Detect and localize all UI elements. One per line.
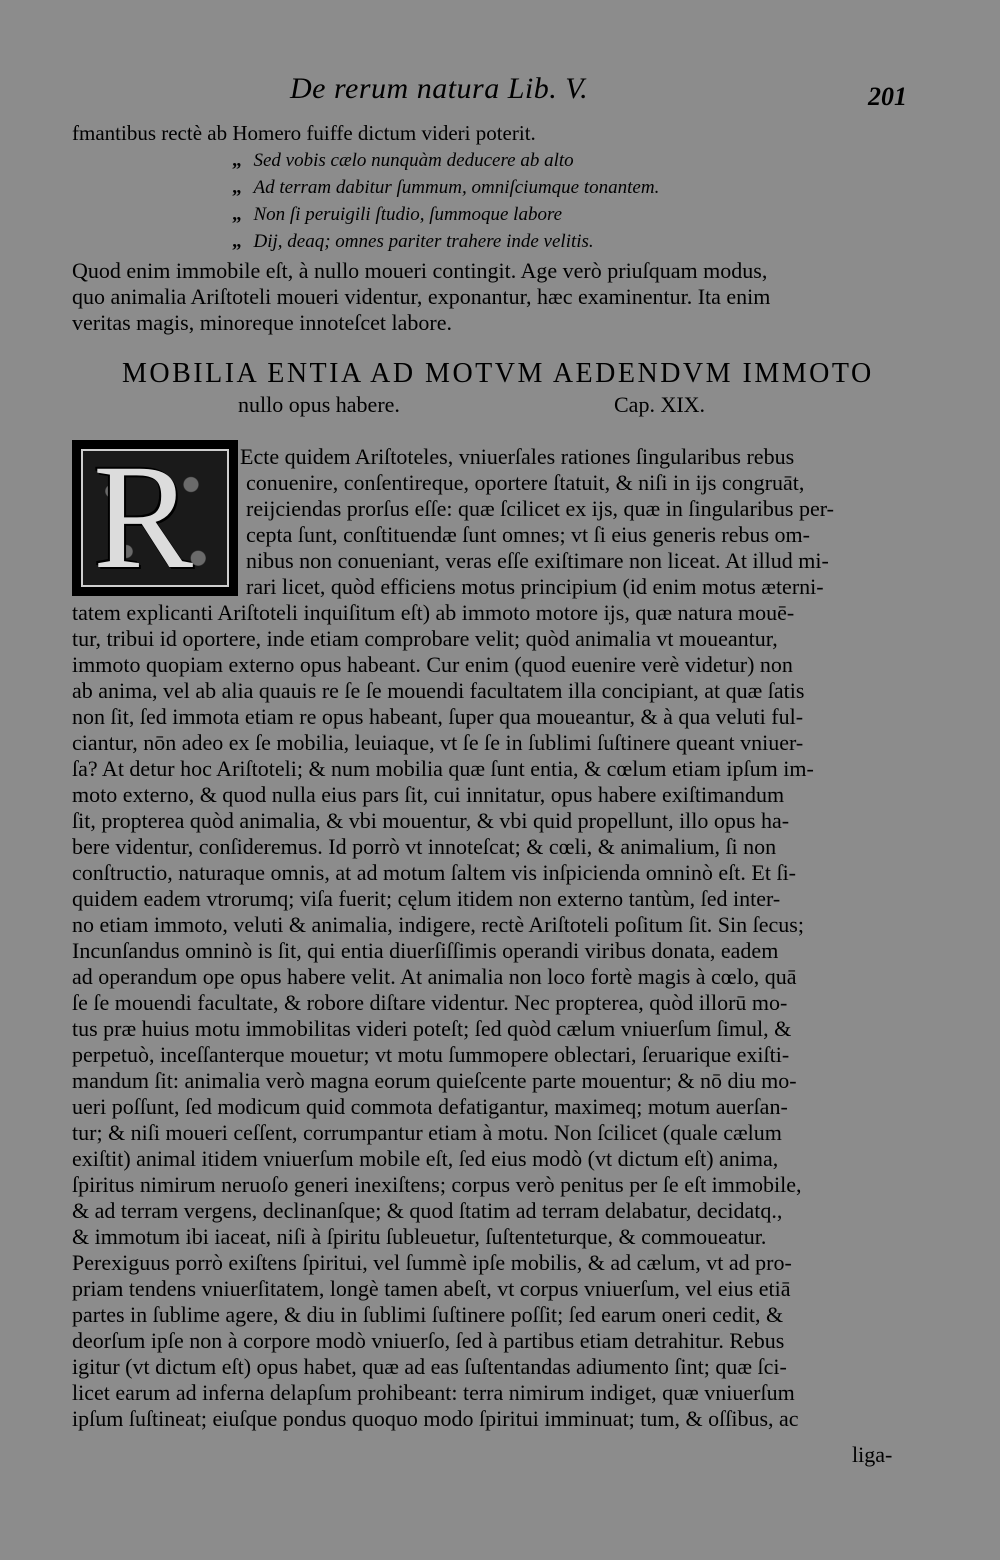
paragraph-line: tur; & niſi moueri ceſſent, corrumpantur etiam à motu. Non ſcilicet (quale cælum [72, 1120, 782, 1145]
paragraph-line: rari licet, quòd efficiens motus principium (id enim motus æterni- [246, 574, 824, 599]
paragraph-line: conſtructio, naturaque omnis, at ad motum ſaltem vis inſpicienda omninò eſt. Et ſi- [72, 860, 797, 885]
paragraph-line: Perexiguus porrò exiſtens ſpiritui, vel ſummè ipſe mobilis, & ad cælum, vt ad pro- [72, 1250, 792, 1275]
quote-mark: „ [232, 231, 242, 252]
paragraph-line: ipſum ſuſtineat; eiuſque pondus quoquo modo ſpiritui imminuat; tum, & oſſibus, ac [72, 1406, 799, 1431]
paragraph-line: ciantur, nōn adeo ex ſe mobilia, leuiaque, vt ſe ſe in ſublimi ſuſtinere queant vniuer- [72, 730, 804, 755]
paragraph-line: ueri poſſunt, ſed modicum quid commota defatigantur, maximeq; motum auerſan- [72, 1094, 788, 1119]
paragraph-line: immoto quopiam externo opus habeant. Cur enim (quod euenire verè videtur) non [72, 652, 793, 677]
paragraph-line: perpetuò, inceſſanterque mouetur; vt motu ſummopere oblectari, ſeruarique exiſti- [72, 1042, 790, 1067]
paragraph-line: licet earum ad inferna delapſum prohibeant: terra nimirum indiget, quæ vniuerſum [72, 1380, 795, 1405]
paragraph-line: veritas magis, minoreque innoteſcet labore. [72, 310, 452, 335]
paragraph-line: ſe ſe mouendi facultate, & robore diſtare videntur. Nec propterea, quòd illorū mo- [72, 990, 788, 1015]
paragraph-line: & ad terram vergens, declinanſque; & quod ſtatim ad terram delabatur, decidatq., [72, 1198, 783, 1223]
paragraph-line: & immotum ibi iaceat, niſi à ſpiritu ſubleuetur, ſuſtenteturque, & commoueatur. [72, 1224, 767, 1249]
paragraph-line: no etiam immoto, veluti & animalia, indigere, rectè Ariſtoteli poſitum ſit. Sin ſecus; [72, 912, 804, 937]
paragraph-line: ſit, propterea quòd animalia, & vbi mouentur, & vbi quid propellunt, illo opus ha- [72, 808, 790, 833]
verse-line [232, 202, 562, 228]
intro-line: fmantibus rectè ab Homero fuiffe dictum videri poterit. [72, 121, 536, 145]
page-number: 201 [868, 82, 907, 111]
running-head-title: De rerum natura Lib. V. [290, 72, 589, 105]
paragraph-line: Ecte quidem Ariſtoteles, vniuerſales rationes ſingularibus rebus [240, 444, 795, 469]
catchword: liga- [852, 1442, 893, 1467]
paragraph-line: partes in ſublime agere, & diu in ſublimi ſuſtinere poſſit; ſed earum oneri cedit, & [72, 1302, 784, 1327]
verse-text: Dij, deaq; omnes pariter trahere inde velitis. [253, 231, 594, 252]
verse-line [232, 229, 594, 255]
quote-mark: „ [232, 204, 242, 225]
paragraph-line: cepta ſunt, conſtituendæ ſunt omnes; vt ſi eius generis rebus om- [246, 522, 810, 547]
paragraph-line: Quod enim immobile eſt, à nullo moueri contingit. Age verò priuſquam modus, [72, 258, 768, 283]
paragraph-line: reijciendas prorſus eſſe: quæ ſcilicet ex ijs, quæ in ſingularibus per- [246, 496, 834, 521]
verse-line [232, 175, 659, 201]
quote-mark: „ [232, 177, 242, 198]
paragraph-line: mandum ſit: animalia verò magna eorum quieſcente parte mouentur; & nō diu mo- [72, 1068, 797, 1093]
verse-text: Sed vobis cælo nunquàm deducere ab alto [253, 150, 574, 171]
paragraph-line: moto externo, & quod nulla eius pars ſit, cui innitatur, opus habere exiſtimandum [72, 782, 785, 807]
chapter-number: Cap. XIX. [614, 392, 706, 417]
paragraph-line: ſa? At detur hoc Ariſtoteli; & num mobilia quæ ſunt entia, & cœlum etiam ipſum im- [72, 756, 814, 781]
paragraph-line: ab anima, vel ab alia quauis re ſe ſe mouendi facultatem illa concipiant, at quæ ſatis [72, 678, 805, 703]
chapter-subtitle: nullo opus habere. [238, 392, 400, 417]
paragraph-line: ſpiritus nimirum neruoſo generi inexiſtens; corpus verò penitus per ſe eſt immobile, [72, 1172, 802, 1197]
verse-line [232, 148, 574, 174]
paragraph-line: tatem explicanti Ariſtoteli inquiſitum eſt) ab immoto motore ijs, quæ natura mouē- [72, 600, 795, 625]
chapter-title: MOBILIA ENTIA AD MOTVM AEDENDVM IMMOTO [122, 358, 874, 389]
paragraph-line: bere videntur, conſideremus. Id porrò vt innoteſcat; & cœli, & animalium, ſi non [72, 834, 777, 859]
paragraph-line: igitur (vt dictum eſt) opus habet, quæ ad eas ſuſtentandas adiumento ſint; quæ ſci- [72, 1354, 787, 1379]
ornamental-initial [72, 434, 238, 600]
paragraph-line: tus præ huius motu immobilitas videri poteſt; ſed quòd cælum vniuerſum ſimul, & [72, 1016, 792, 1041]
quote-mark: „ [232, 150, 242, 171]
paragraph-line: quidem eadem vtrorumq; viſa fuerit; cęlum itidem non externo tantùm, ſed inter- [72, 886, 781, 911]
paragraph-line: tur, tribui id oportere, inde etiam comprobare velit; quòd animalia vt moueantur, [72, 626, 778, 651]
paragraph-line: conuenire, conſentireque, oportere ſtatuit, & niſi in ijs congruāt, [246, 470, 805, 495]
paragraph-line: deorſum ipſe non à corpore modò vniuerſo, ſed à partibus etiam detrahitur. Rebus [72, 1328, 785, 1353]
paragraph-line: priam tendens vniuerſitatem, longè tamen abeſt, vt corpus vniuerſum, vel eius etiā [72, 1276, 791, 1301]
paragraph-line: nibus non conueniant, veras eſſe exiſtimare non liceat. At illud mi- [246, 548, 829, 573]
paragraph-line: exiſtit) animal itidem vniuerſum mobile eſt, ſed eius modò (vt dictum eſt) anima, [72, 1146, 779, 1171]
paragraph-line: quo animalia Ariſtoteli moueri videntur, exponantur, hæc examinentur. Ita enim [72, 284, 771, 309]
initial-letter: R [93, 434, 194, 600]
paragraph-line: ad operandum ope opus habere velit. At animalia non loco fortè magis à cœlo, quā [72, 964, 797, 989]
verse-text: Ad terram dabitur ſummum, omniſciumque tonantem. [253, 177, 660, 198]
paragraph-line: Incunſandus omninò is ſit, qui entia diuerſiſſimis operandi viribus donata, eadem [72, 938, 779, 963]
paragraph-line: non ſit, ſed immota etiam re opus habeant, ſuper qua moueantur, & à qua veluti ful- [72, 704, 804, 729]
verse-text: Non ſi peruigili ſtudio, ſummoque labore [253, 204, 563, 225]
